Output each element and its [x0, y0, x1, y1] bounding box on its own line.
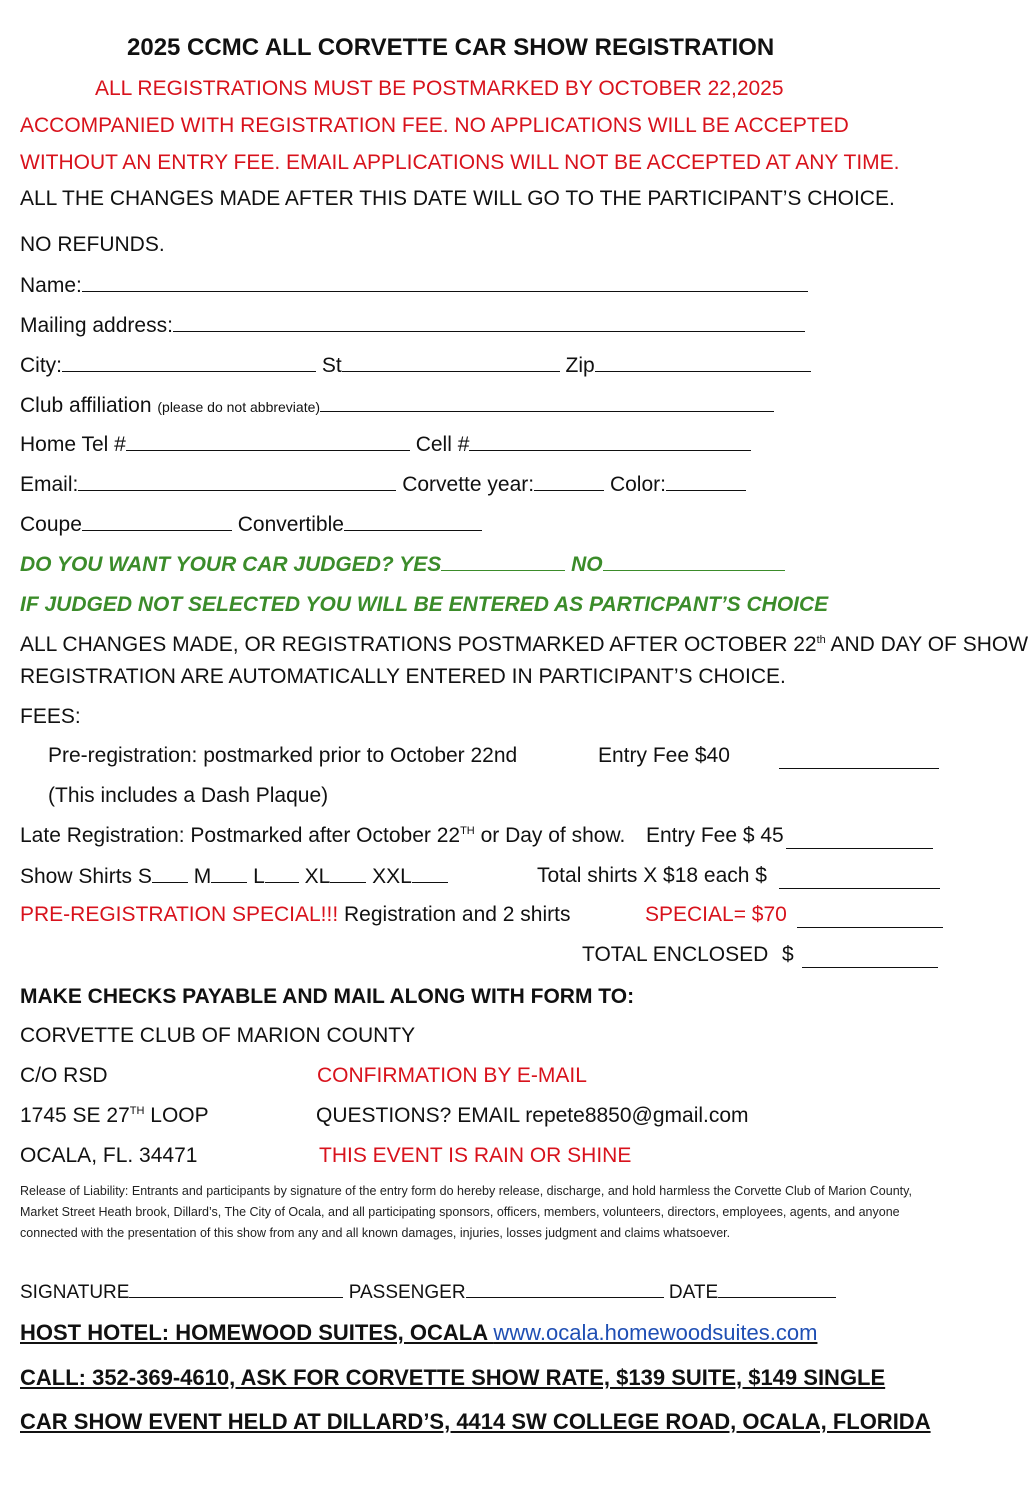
shirts-row — [20, 864, 448, 889]
corvette-year-label: Corvette year: — [402, 473, 535, 496]
release-of-liability: Release of Liability: Entrants and participants by signature of the entry form do hereby release, discharge, and hold harmless the Corvette Club of Marion County, Market Street Heath brook, Dillard’s, The City of Ocala, and all participating sponsors, officers, members, volunteers, directors, employees, agents, and anyone connected with the presentation of this show from any and all known damages, injuries, losses judgment and claims whatsoever. — [20, 1184, 912, 1240]
street-sup: TH — [129, 1105, 145, 1117]
date-field[interactable] — [718, 1279, 836, 1298]
club-field[interactable] — [320, 393, 774, 412]
color-field[interactable] — [666, 472, 746, 491]
notice-email: WITHOUT AN ENTRY FEE. EMAIL APPLICATIONS WILL NOT BE ACCEPTED AT ANY TIME. — [20, 151, 900, 174]
street-text-a: 1745 SE 27 — [20, 1104, 130, 1127]
confirmation-note: CONFIRMATION BY E-MAIL — [317, 1064, 587, 1087]
notice-deadline: ALL REGISTRATIONS MUST BE POSTMARKED BY OCTOBER 22,2025 — [95, 77, 784, 100]
changes-text-b: AND DAY OF SHOW — [825, 633, 1028, 656]
total-amount-field[interactable] — [802, 949, 938, 968]
shirt-s-field[interactable] — [152, 864, 188, 883]
city-row — [20, 353, 811, 378]
special-price: SPECIAL= $70 — [645, 903, 787, 926]
judging-no-label: NO — [571, 553, 603, 576]
event-location: CAR SHOW EVENT HELD AT DILLARD’S, 4414 SW COLLEGE ROAD, OCALA, FLORIDA — [20, 1409, 931, 1434]
fees-heading: FEES: — [20, 705, 81, 728]
name-row — [20, 273, 808, 298]
corvette-year-field[interactable] — [534, 472, 604, 491]
zip-label: Zip — [565, 354, 595, 377]
hotel-call: CALL: 352-369-4610, ASK FOR CORVETTE SHOW RATE, $139 SUITE, $149 SINGLE — [20, 1365, 886, 1390]
changes-line-1 — [20, 633, 1028, 657]
late-text-b: or Day of show. — [474, 824, 626, 847]
email-row — [20, 472, 746, 497]
club-label: Club affiliation — [20, 394, 152, 417]
convertible-label: Convertible — [237, 513, 344, 536]
shirt-xxl-label: XXL — [372, 865, 412, 888]
changes-sup: th — [816, 634, 826, 646]
shirt-m-label: M — [193, 865, 212, 888]
judging-no-field[interactable] — [603, 552, 785, 571]
shirts-total-label: Total shirts X $18 each $ — [537, 864, 767, 887]
cell-field[interactable] — [469, 432, 751, 451]
total-dollar: $ — [782, 943, 794, 966]
signature-row — [20, 1279, 836, 1304]
name-field[interactable] — [82, 273, 808, 292]
changes-text-a: ALL CHANGES MADE, OR REGISTRATIONS POSTMARKED AFTER OCTOBER 22 — [20, 633, 817, 656]
mailing-label: Mailing address: — [20, 314, 173, 337]
shirt-xl-field[interactable] — [330, 864, 366, 883]
phone-row — [20, 432, 751, 457]
late-fee: Entry Fee $ 45 — [646, 824, 784, 847]
judging-yes-field[interactable] — [441, 552, 565, 571]
mail-org: CORVETTE CLUB OF MARION COUNTY — [20, 1024, 416, 1047]
shirt-xxl-field[interactable] — [412, 864, 448, 883]
zip-field[interactable] — [595, 353, 811, 372]
name-label: Name: — [20, 274, 82, 297]
total-label: TOTAL ENCLOSED — [582, 943, 769, 966]
date-label: DATE — [668, 1282, 719, 1303]
passenger-label: PASSENGER — [348, 1282, 466, 1303]
shirt-m-field[interactable] — [211, 864, 247, 883]
host-hotel-text: HOST HOTEL: HOMEWOOD SUITES, OCALA — [20, 1320, 494, 1345]
special-row — [20, 903, 570, 927]
city-label: City: — [20, 354, 62, 377]
email-field[interactable] — [78, 472, 396, 491]
dash-plaque-note: (This includes a Dash Plaque) — [48, 784, 329, 807]
color-label: Color: — [609, 473, 666, 496]
late-reg-label — [20, 824, 625, 848]
email-label: Email: — [20, 473, 79, 496]
body-style-row — [20, 512, 482, 537]
shirt-s-label: Show Shirts S — [20, 865, 152, 888]
host-hotel — [20, 1320, 817, 1346]
late-amount-field[interactable] — [786, 830, 933, 849]
street-text-b: LOOP — [144, 1104, 209, 1127]
notice-changes: ALL THE CHANGES MADE AFTER THIS DATE WILL GO TO THE PARTICIPANT’S CHOICE. — [20, 187, 895, 210]
prereg-fee: Entry Fee $40 — [598, 744, 730, 767]
coupe-label: Coupe — [20, 513, 82, 536]
shirt-xl-label: XL — [304, 865, 331, 888]
hotel-link[interactable]: www.ocala.homewoodsuites.com — [493, 1320, 818, 1345]
special-amount-field[interactable] — [797, 909, 943, 928]
changes-line-2: REGISTRATION ARE AUTOMATICALLY ENTERED IN PARTICIPANT’S CHOICE. — [20, 665, 786, 688]
prereg-label: Pre-registration: postmarked prior to October 22nd — [48, 744, 518, 767]
rain-or-shine: THIS EVENT IS RAIN OR SHINE — [319, 1144, 632, 1167]
late-text-a: Late Registration: Postmarked after October 22 — [20, 824, 461, 847]
shirt-l-field[interactable] — [265, 864, 299, 883]
late-sup: TH — [460, 825, 475, 837]
mailing-field[interactable] — [173, 313, 805, 332]
judging-question: DO YOU WANT YOUR CAR JUDGED? YES — [20, 553, 442, 576]
club-note: (please do not abbreviate) — [157, 399, 321, 415]
judging-note: IF JUDGED NOT SELECTED YOU WILL BE ENTERED AS PARTICPANT’S CHOICE — [20, 593, 829, 616]
notice-fee: ACCOMPANIED WITH REGISTRATION FEE. NO APPLICATIONS WILL BE ACCEPTED — [20, 114, 849, 137]
special-red-label: PRE-REGISTRATION SPECIAL!!! — [20, 903, 339, 926]
coupe-field[interactable] — [82, 512, 232, 531]
mail-co: C/O RSD — [20, 1064, 108, 1087]
shirts-amount-field[interactable] — [779, 870, 940, 889]
no-refunds: NO REFUNDS. — [20, 233, 165, 256]
questions-email: QUESTIONS? EMAIL repete8850@gmail.com — [316, 1104, 749, 1127]
mail-heading: MAKE CHECKS PAYABLE AND MAIL ALONG WITH FORM TO: — [20, 985, 635, 1008]
cell-label: Cell # — [415, 433, 470, 456]
passenger-field[interactable] — [466, 1279, 664, 1298]
judging-row — [20, 552, 785, 577]
mail-street — [20, 1104, 209, 1128]
special-text: Registration and 2 shirts — [338, 903, 571, 926]
convertible-field[interactable] — [344, 512, 482, 531]
page-title: 2025 CCMC ALL CORVETTE CAR SHOW REGISTRATION — [127, 34, 775, 61]
home-tel-field[interactable] — [126, 432, 410, 451]
mailing-row — [20, 313, 805, 338]
signature-label: SIGNATURE — [20, 1282, 130, 1303]
signature-field[interactable] — [129, 1279, 343, 1298]
city-field[interactable] — [62, 353, 316, 372]
st-field[interactable] — [342, 353, 560, 372]
st-label: St — [321, 354, 342, 377]
club-row — [20, 393, 774, 418]
home-tel-label: Home Tel # — [20, 433, 126, 456]
shirt-l-label: L — [253, 865, 265, 888]
prereg-amount-field[interactable] — [779, 750, 939, 769]
mail-city: OCALA, FL. 34471 — [20, 1144, 198, 1167]
